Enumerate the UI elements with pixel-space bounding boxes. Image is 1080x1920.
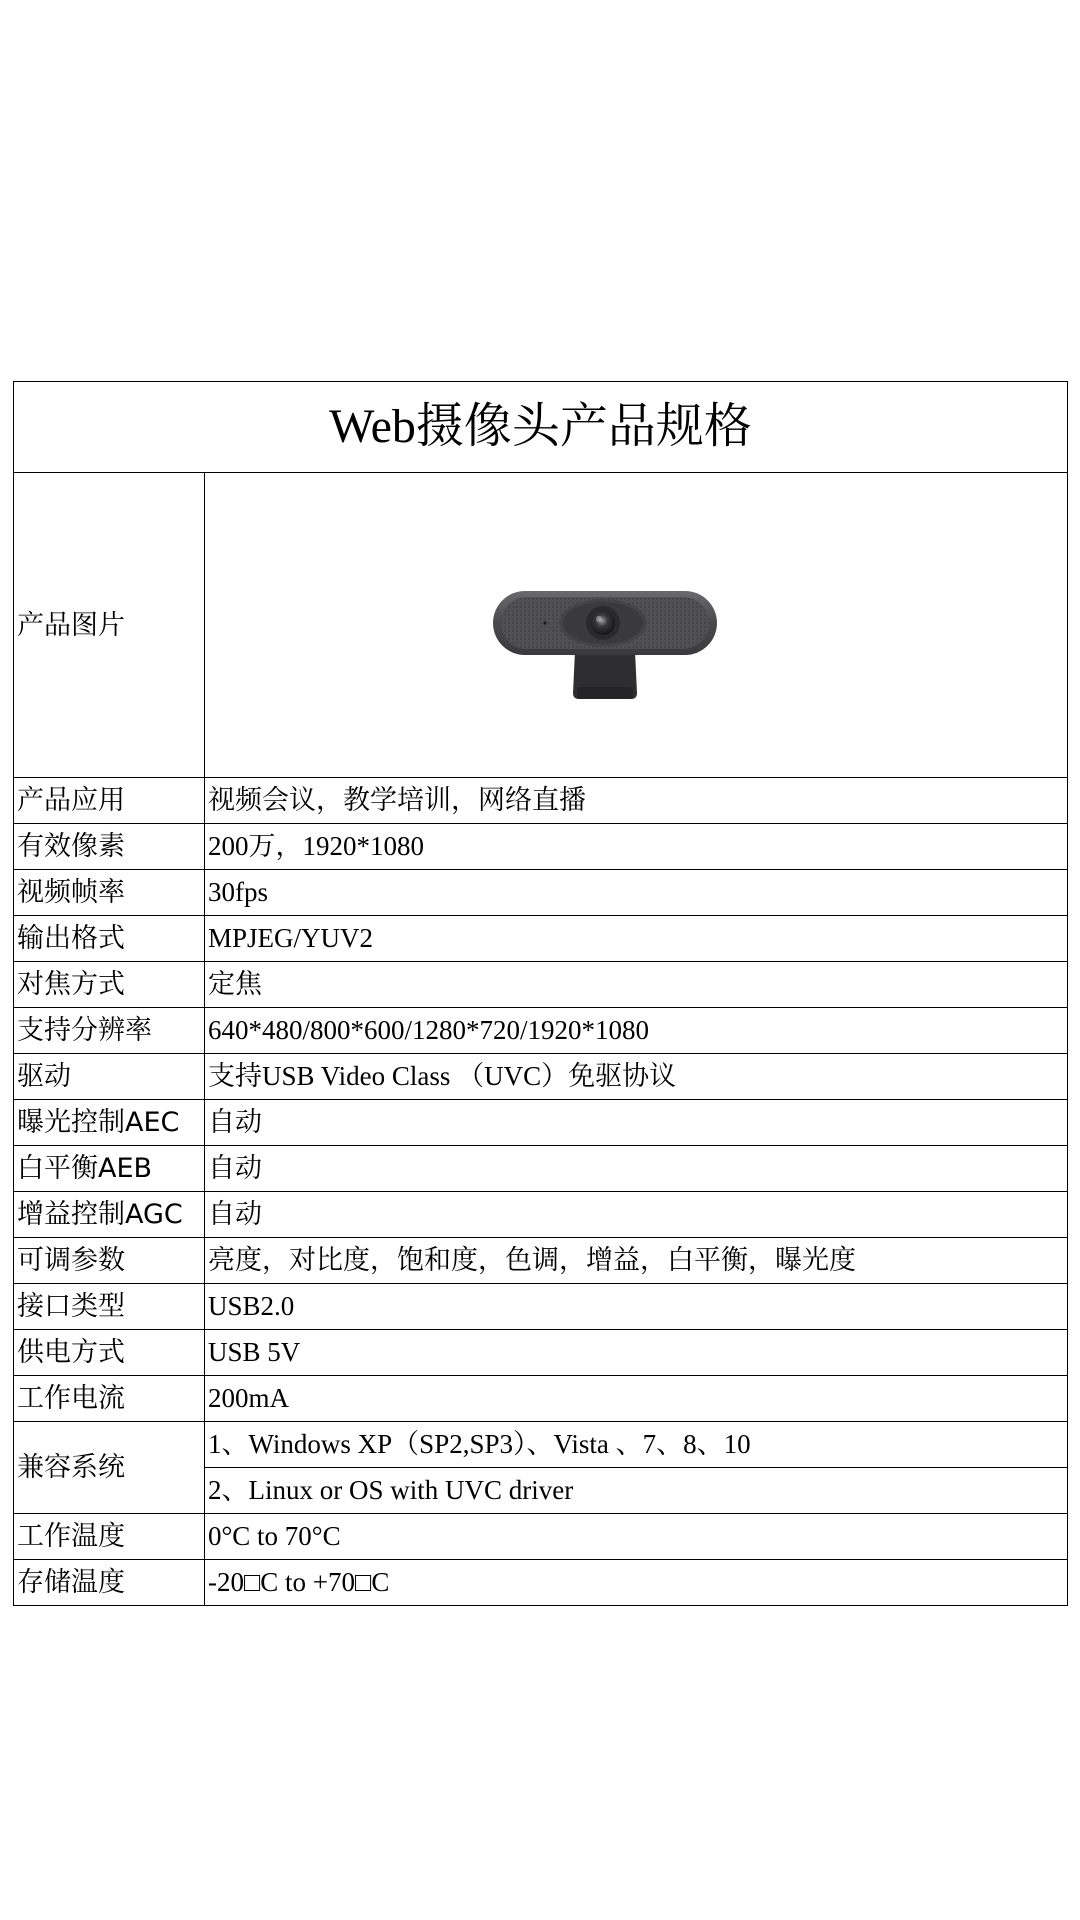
webcam-photo-icon: [491, 589, 719, 709]
row-label: 驱动: [14, 1054, 205, 1100]
product-image-cell: [205, 473, 1068, 778]
row-value: 自动: [205, 1146, 1068, 1192]
title-row: [14, 382, 1068, 473]
row-label: 兼容系统: [14, 1422, 205, 1514]
row-label: 产品应用: [14, 778, 205, 824]
row-value: 2、Linux or OS with UVC driver: [205, 1468, 1068, 1514]
row-label: 接口类型: [14, 1284, 205, 1330]
spec-row-interface: [14, 1284, 1068, 1330]
spec-row-storage-temp: [14, 1560, 1068, 1606]
row-value: USB2.0: [205, 1284, 1068, 1330]
page-title: Web摄像头产品规格: [14, 382, 1068, 473]
spec-row-pixels: [14, 824, 1068, 870]
row-label: 视频帧率: [14, 870, 205, 916]
row-label: 工作温度: [14, 1514, 205, 1560]
spec-row-application: [14, 778, 1068, 824]
spec-row-aeb: [14, 1146, 1068, 1192]
row-label: 供电方式: [14, 1330, 205, 1376]
row-value: 640*480/800*600/1280*720/1920*1080: [205, 1008, 1068, 1054]
row-value: 定焦: [205, 962, 1068, 1008]
spec-row-focus: [14, 962, 1068, 1008]
spec-row-resolution: [14, 1008, 1068, 1054]
spec-row-aec: [14, 1100, 1068, 1146]
row-label: 白平衡AEB: [14, 1146, 205, 1192]
spec-row-output-format: [14, 916, 1068, 962]
row-value: 30fps: [205, 870, 1068, 916]
row-value: 自动: [205, 1192, 1068, 1238]
row-label: 曝光控制AEC: [14, 1100, 205, 1146]
spec-row-current: [14, 1376, 1068, 1422]
row-value: 自动: [205, 1100, 1068, 1146]
row-label: 支持分辨率: [14, 1008, 205, 1054]
row-value: 200mA: [205, 1376, 1068, 1422]
row-label: 对焦方式: [14, 962, 205, 1008]
row-value: 1、Windows XP（SP2,SP3）、Vista 、7、8、10: [205, 1422, 1068, 1468]
spec-row-framerate: [14, 870, 1068, 916]
row-value: 亮度，对比度，饱和度，色调，增益，白平衡，曝光度: [205, 1238, 1068, 1284]
row-value: -20□C to +70□C: [205, 1560, 1068, 1606]
spec-row-driver: [14, 1054, 1068, 1100]
spec-row-adjustable: [14, 1238, 1068, 1284]
row-value: MPJEG/YUV2: [205, 916, 1068, 962]
row-label: 存储温度: [14, 1560, 205, 1606]
row-value: 视频会议，教学培训，网络直播: [205, 778, 1068, 824]
row-label: 输出格式: [14, 916, 205, 962]
spec-row-working-temp: [14, 1514, 1068, 1560]
row-label: 增益控制AGC: [14, 1192, 205, 1238]
spec-row-power: [14, 1330, 1068, 1376]
row-value: 0°C to 70°C: [205, 1514, 1068, 1560]
row-label: 有效像素: [14, 824, 205, 870]
row-value: 200万，1920*1080: [205, 824, 1068, 870]
image-label: 产品图片: [14, 473, 205, 778]
row-label: 可调参数: [14, 1238, 205, 1284]
spec-row-compat-1: [14, 1422, 1068, 1468]
row-value: 支持USB Video Class （UVC）免驱协议: [205, 1054, 1068, 1100]
row-label: 工作电流: [14, 1376, 205, 1422]
spec-row-agc: [14, 1192, 1068, 1238]
image-row: [14, 473, 1068, 778]
spec-table: [13, 381, 1068, 1606]
row-value: USB 5V: [205, 1330, 1068, 1376]
